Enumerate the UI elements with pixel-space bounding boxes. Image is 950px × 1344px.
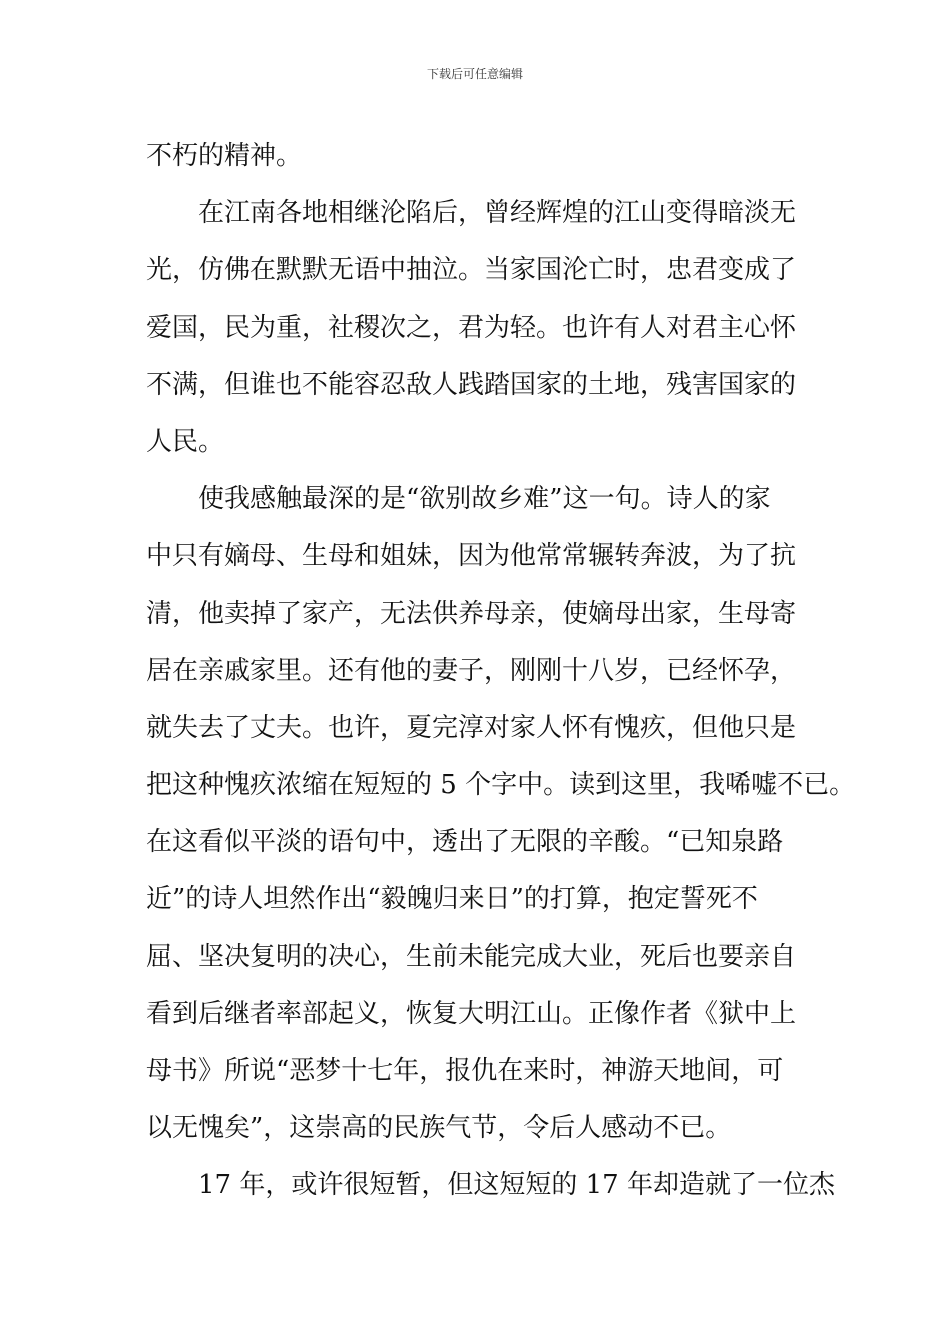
text-line: 屈、坚决复明的决心，生前未能完成大业，死后也要亲自 <box>146 941 797 972</box>
page-header: 下载后可任意编辑 <box>426 67 523 81</box>
text-line: 爱国，民为重，社稷次之，君为轻。也许有人对君主心怀 <box>146 312 797 343</box>
text-line: 就失去了丈夫。也许，夏完淳对家人怀有愧疚，但他只是 <box>146 712 797 743</box>
text-line: 母书》所说“恶梦十七年，报仇在来时，神游天地间，可 <box>146 1056 784 1086</box>
text-line: 在这看似平淡的语句中，透出了无限的辛酸。“已知泉路 <box>146 827 784 858</box>
text-line: 光，仿佛在默默无语中抽泣。当家国沦亡时，忠君变成了 <box>146 255 797 286</box>
text-line: 以无愧矣”，这崇高的民族气节，令后人感动不已。 <box>146 1113 732 1144</box>
text-line: 不满，但谁也不能容忍敌人践踏国家的土地，残害国家的 <box>146 369 797 400</box>
text-line: 17 年，或许很短暂，但这短短的 17 年却造就了一位杰 <box>198 1170 835 1201</box>
text-line: 近”的诗人坦然作出“毅魄归来日”的打算，抱定誓死不 <box>146 884 758 915</box>
text-line: 看到后继者率部起义，恢复大明江山。正像作者《狱中上 <box>146 998 797 1029</box>
text-line: 不朽的精神。 <box>146 141 303 171</box>
document-body <box>146 128 856 1215</box>
text-line: 在江南各地相继沦陷后，曾经辉煌的江山变得暗淡无 <box>198 198 797 229</box>
text-line: 中只有嫡母、生母和姐妹，因为他常常辗转奔波，为了抗 <box>146 541 797 572</box>
text-line: 把这种愧疚浓缩在短短的 5 个字中。读到这里，我唏嘘不已。 <box>146 770 856 801</box>
text-line: 人民。 <box>146 426 225 457</box>
text-line: 使我感触最深的是“欲别故乡难”这一句。诗人的家 <box>198 484 771 515</box>
text-line: 居在亲戚家里。还有他的妻子，刚刚十八岁，已经怀孕， <box>146 655 797 686</box>
text-line: 清，他卖掉了家产，无法供养母亲，使嫡母出家，生母寄 <box>146 598 797 629</box>
